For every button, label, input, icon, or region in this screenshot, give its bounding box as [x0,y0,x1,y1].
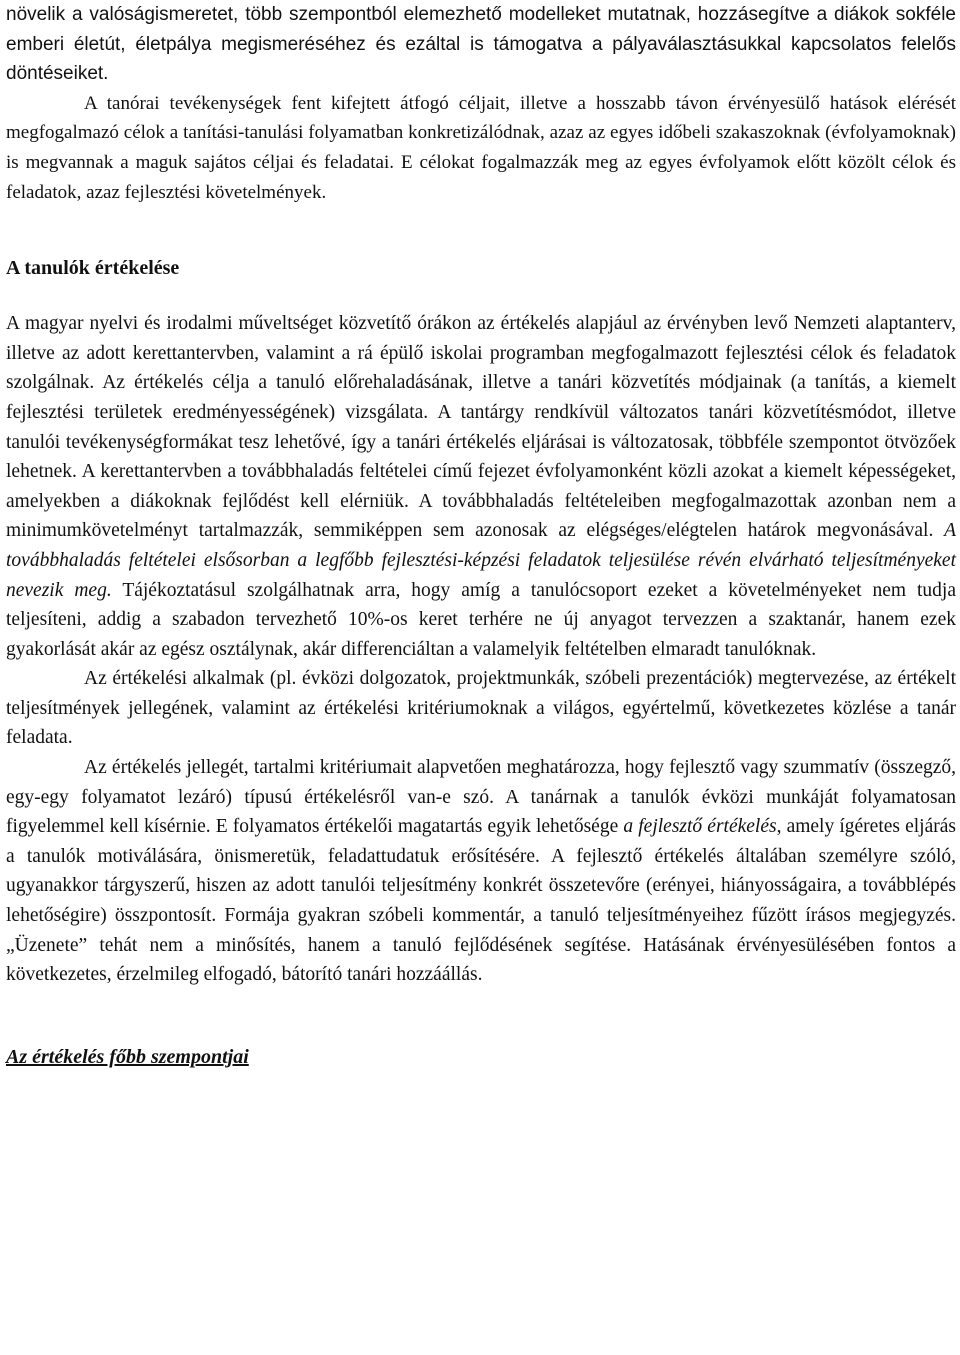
paragraph-text: Az értékelés jellegét, tartalmi kritériumait alapvetően meghatározza, hogy fejlesztő vagy szummatív (összegző, egy-egy folyamatot lezáró) típusú értékelésről van-e szó. A tanárnak a tanulók évközi munkáját folyamatosan figyelemmel kell kísérnie. E folyamatos értékelői magatartás egyik lehetősége [6,757,956,838]
paragraph-evaluation-basis [6,309,956,664]
spacer [6,207,956,253]
section-heading-main-aspects: Az értékelés főbb szempontjai [6,1045,249,1068]
paragraph-formative-evaluation [6,753,956,990]
paragraph-italic-text: A továbbhaladás feltételei elsősorban a legfőbb fejlesztési-képzési feladatok teljesülése révén elvárható teljesítményeket nevezik meg. [6,520,956,601]
paragraph-intro-continuation [6,0,956,89]
paragraph-evaluation-occasions [6,664,956,753]
paragraph-text: Tájékoztatásul szolgálhatnak arra, hogy amíg a tanulócsoport ezeket a követelményeket nem tudja teljesíteni, addig a szabadon tervezhető 10%-os keret terhére ne új anyagot tervezzen a szaktanár, hanem ezek gyakorlását akár az egész osztálynak, akár differenciáltan a valamelyik feltételben elmaradt tanulóknak. [6,579,956,660]
paragraph-goals [6,89,956,207]
spacer [6,990,956,1042]
paragraph-text: A magyar nyelvi és irodalmi műveltséget közvetítő órákon az értékelés alapjául az érvényben levő Nemzeti alaptanterv, illetve az adott kerettantervben, valamint a rá épülő iskolai programban megfogalmazott fejlesztési célok és feladatok szolgálnak. Az értékelés célja a tanuló előrehaladásának, illetve a tanári közvetítés módjainak (a tanítás, a kiemelt fejlesztési területek eredményességének) vizsgálata. A tantárgy rendkívül változatos tanári közvetítésmódot, illetve tanulói tevékenységformákat tesz lehetővé, így a tanári értékelés eljárásai is változatosak, többféle szempontot ötvözőek lehetnek. A kerettantervben a továbbhaladás feltételei című fejezet évfolyamonként közli azokat a kiemelt képességeket, amelyekben a diákoknak fejlődést kell elérniük. A továbbhaladás feltételeiben megfogalmazottak azonban nem a minimumkövetelményt tartalmazzák, semmiképpen sem azonosak az elégséges/elégtelen határok megvonásával. [6,313,956,542]
paragraph-text: növelik a valóságismeretet, több szempontból elemezhető modelleket mutatnak, hozzásegítve a diákok sokféle emberi életút, életpálya megismeréséhez és ezáltal is támogatva a pályaválasztásukkal kapcsolatos felelős döntéseiket. [6,4,956,85]
paragraph-text: Az értékelési alkalmak (pl. évközi dolgozatok, projektmunkák, szóbeli prezentációk) megtervezése, az értékelt teljesítmények jellegének, valamint az értékelési kritériumoknak a világos, egyértelmű, következetes közlése a tanár feladata. [6,668,956,749]
spacer [6,283,956,309]
paragraph-text: A tanórai tevékenységek fent kifejtett átfogó céljait, illetve a hosszabb távon érvényesülő hatások elérését megfogalmazó célok a tanítási-tanulási folyamatban konkretizálódnak, azaz az egyes időbeli szakaszoknak (évfolyamoknak) is megvannak a maguk sajátos céljai és feladatai. E célokat fogalmazzák meg az egyes évfolyamok előtt közölt célok és feladatok, azaz fejlesztési követelmények. [6,92,956,203]
paragraph-italic-text: a fejlesztő értékelés [623,816,777,838]
paragraph-text: , amely ígéretes eljárás a tanulók motiválására, önismeretük, feladattudatuk erősítésére. A fejlesztő értékelés általában személyre szóló, ugyanakkor tárgyszerű, hiszen az adott tanulói teljesítmény konkrét összetevőre (erényei, hiányosságaira, a továbblépés lehetőségire) összpontosít. Formája gyakran szóbeli kommentár, a tanuló teljesítményeihez fűzött írásos megjegyzés. „Üzenete” tehát nem a minősítés, hanem a tanuló fejlődésének segítése. Hatásának érvényesülésében fontos a következetes, érzelmileg elfogadó, bátorító tanári hozzáállás. [6,816,956,986]
document-page [6,0,956,1072]
section-heading-evaluation: A tanulók értékelése [6,257,180,280]
